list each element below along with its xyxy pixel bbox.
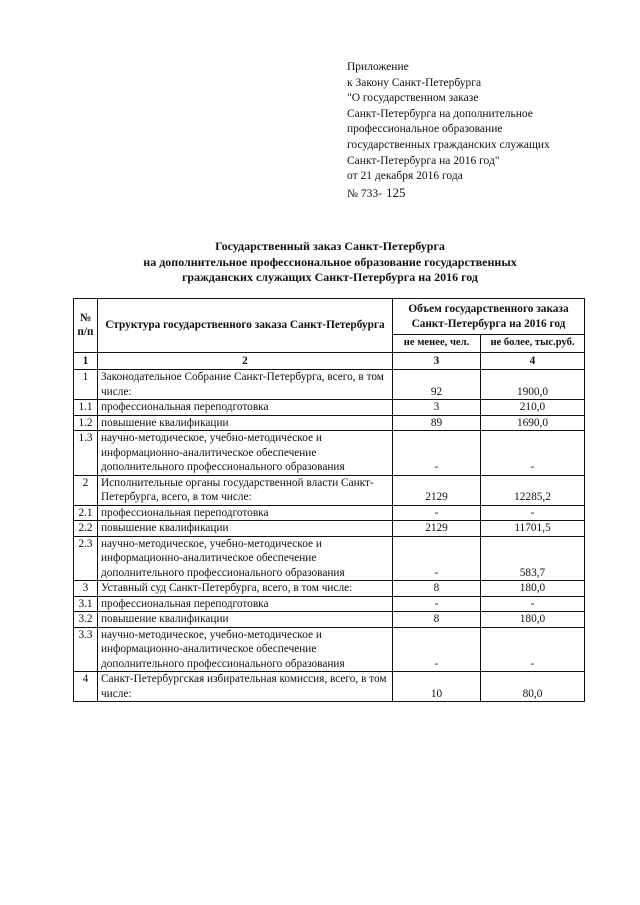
- row-rub-cell: 1690,0: [481, 415, 585, 431]
- row-people-cell: -: [393, 627, 481, 672]
- row-name-cell: повышение квалификации: [98, 612, 393, 628]
- index-cell: 2: [98, 352, 393, 370]
- index-cell: 4: [481, 352, 585, 370]
- header-num: № п/п: [74, 299, 98, 353]
- row-people-cell: -: [393, 505, 481, 521]
- row-number-cell: 1.2: [74, 415, 98, 431]
- row-name-cell: Законодательное Собрание Санкт-Петербурга, всего, в том числе:: [98, 370, 393, 400]
- row-number-cell: 3.1: [74, 596, 98, 612]
- row-number-cell: 1.3: [74, 431, 98, 476]
- title-line: на дополнительное профессиональное образование государственных: [143, 254, 517, 269]
- index-row: [74, 352, 585, 370]
- row-rub-cell: -: [481, 596, 585, 612]
- law-number-prefix: № 733-: [347, 187, 382, 200]
- row-name-cell: профессиональная переподготовка: [98, 596, 393, 612]
- row-name-cell: профессиональная переподготовка: [98, 400, 393, 416]
- row-rub-cell: 210,0: [481, 400, 585, 416]
- row-name-cell: Исполнительные органы государственной власти Санкт-Петербурга, всего, в том числе:: [98, 475, 393, 505]
- row-name-cell: профессиональная переподготовка: [98, 505, 393, 521]
- appendix-line: профессиональное образование: [347, 123, 503, 136]
- appendix-line: "О государственном заказе: [347, 92, 479, 105]
- row-rub-cell: 11701,5: [481, 521, 585, 537]
- appendix-line: к Закону Санкт-Петербурга: [347, 76, 482, 89]
- header-volume: Объем государственного заказа Санкт-Петербурга на 2016 год: [393, 299, 585, 335]
- appendix-line: от 21 декабря 2016 года: [347, 170, 463, 183]
- row-number-cell: 1: [74, 370, 98, 400]
- row-number-cell: 1.1: [74, 400, 98, 416]
- row-name-cell: повышение квалификации: [98, 415, 393, 431]
- row-rub-cell: 1900,0: [481, 370, 585, 400]
- table-row: [74, 581, 585, 597]
- title-line: Государственный заказ Санкт-Петербурга: [215, 239, 445, 253]
- row-people-cell: 8: [393, 612, 481, 628]
- row-number-cell: 2.2: [74, 521, 98, 537]
- row-people-cell: -: [393, 536, 481, 581]
- header-min-people: не менее, чел.: [393, 335, 481, 353]
- row-number-cell: 3.2: [74, 612, 98, 628]
- index-cell: 1: [74, 352, 98, 370]
- order-table: [73, 298, 585, 702]
- table-row: [74, 505, 585, 521]
- table-row: [74, 612, 585, 628]
- row-name-cell: научно-методическое, учебно-методическое и информационно-аналитическое обеспечение дополнительного профессионального образования: [98, 536, 393, 581]
- row-number-cell: 4: [74, 672, 98, 702]
- table-row: [74, 672, 585, 702]
- header-max-rub: не более, тыс.руб.: [481, 335, 585, 353]
- table-row: [74, 400, 585, 416]
- row-name-cell: повышение квалификации: [98, 521, 393, 537]
- table-row: [74, 521, 585, 537]
- appendix-line: Санкт-Петербурга на 2016 год": [347, 154, 500, 167]
- row-name-cell: Санкт-Петербургская избирательная комиссия, всего, в том числе:: [98, 672, 393, 702]
- row-people-cell: -: [393, 431, 481, 476]
- row-number-cell: 2.1: [74, 505, 98, 521]
- index-cell: 3: [393, 352, 481, 370]
- law-number-handwritten: 125: [385, 184, 406, 200]
- header-structure: Структура государственного заказа Санкт-Петербурга: [98, 299, 393, 353]
- row-people-cell: -: [393, 596, 481, 612]
- appendix-line: Приложение: [347, 61, 409, 73]
- row-name-cell: Уставный суд Санкт-Петербурга, всего, в том числе:: [98, 581, 393, 597]
- row-name-cell: научно-методическое, учебно-методическое и информационно-аналитическое обеспечение дополнительного профессионального образования: [98, 431, 393, 476]
- row-rub-cell: 180,0: [481, 612, 585, 628]
- row-number-cell: 3.3: [74, 627, 98, 672]
- table-row: [74, 596, 585, 612]
- row-people-cell: 8: [393, 581, 481, 597]
- table-row: [74, 370, 585, 400]
- row-people-cell: 92: [393, 370, 481, 400]
- law-number: [347, 185, 632, 203]
- row-rub-cell: -: [481, 505, 585, 521]
- table-row: [74, 415, 585, 431]
- table-header-row: [74, 299, 585, 335]
- row-rub-cell: 80,0: [481, 672, 585, 702]
- row-name-cell: научно-методическое, учебно-методическое и информационно-аналитическое обеспечение дополнительного профессионального образования: [98, 627, 393, 672]
- row-rub-cell: 583,7: [481, 536, 585, 581]
- row-people-cell: 10: [393, 672, 481, 702]
- row-rub-cell: -: [481, 431, 585, 476]
- row-people-cell: 2129: [393, 521, 481, 537]
- appendix-line: государственных гражданских служащих: [347, 138, 550, 151]
- row-rub-cell: -: [481, 627, 585, 672]
- table-row: [74, 475, 585, 505]
- row-people-cell: 3: [393, 400, 481, 416]
- appendix-line: Санкт-Петербурга на дополнительное: [347, 107, 533, 120]
- document-title: [60, 239, 600, 286]
- appendix-block: [347, 60, 632, 202]
- row-rub-cell: 12285,2: [481, 475, 585, 505]
- row-people-cell: 89: [393, 415, 481, 431]
- table-row: [74, 627, 585, 672]
- row-number-cell: 2.3: [74, 536, 98, 581]
- table-row: [74, 431, 585, 476]
- table-row: [74, 536, 585, 581]
- title-line: гражданских служащих Санкт-Петербурга на 2016 год: [181, 270, 478, 284]
- row-rub-cell: 180,0: [481, 581, 585, 597]
- row-number-cell: 2: [74, 475, 98, 505]
- row-number-cell: 3: [74, 581, 98, 597]
- row-people-cell: 2129: [393, 475, 481, 505]
